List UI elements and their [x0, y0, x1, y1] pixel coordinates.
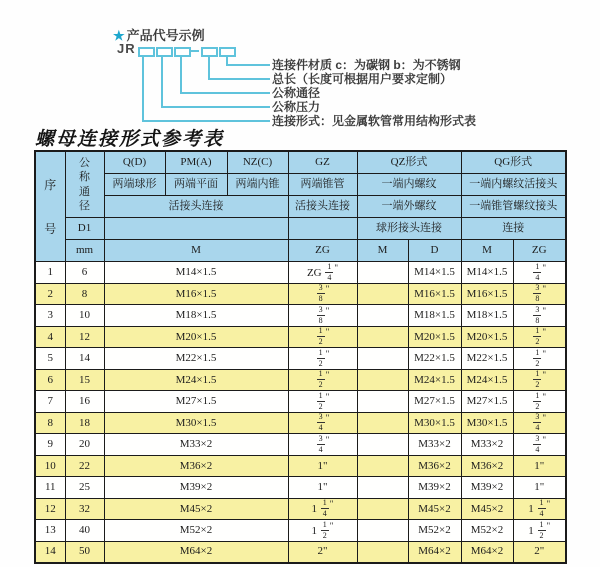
fraction: $\frac{1}{2}$	[318, 326, 323, 347]
dn-cell: 12	[65, 326, 104, 348]
seq-cell: 7	[35, 391, 65, 413]
fraction: $\frac{3}{4}$	[318, 412, 323, 433]
qz-m-cell	[357, 391, 408, 413]
m-thread-cell: M52×2	[104, 520, 288, 542]
table-row	[35, 412, 566, 434]
diagram-title-text: 产品代号示例	[126, 28, 205, 43]
qg-m-cell: M33×2	[461, 434, 513, 456]
gz-cell	[288, 348, 357, 370]
gz-cell: 1 $\frac{1}{4}$ "	[288, 498, 357, 520]
col-header-gz: GZ	[288, 151, 357, 174]
qz-d-cell: M33×2	[408, 434, 461, 456]
m-thread-cell: M14×1.5	[104, 262, 288, 284]
qz-d-cell: M16×1.5	[408, 283, 461, 305]
subtype-qz: 一端内螺纹	[357, 174, 461, 196]
fraction: $\frac{3}{8}$	[318, 304, 323, 325]
seq-cell: 6	[35, 369, 65, 391]
qg-m-cell: M24×1.5	[461, 369, 513, 391]
qz-d-cell: M52×2	[408, 520, 461, 542]
code-dash	[191, 50, 199, 52]
table-row	[35, 541, 566, 563]
col-header-nz: NZ(C)	[227, 151, 288, 174]
inch-mark: "	[325, 434, 330, 445]
qz-d-cell: M22×1.5	[408, 348, 461, 370]
fraction: $\frac{3}{8}$	[535, 283, 540, 304]
dn-cell: 25	[65, 477, 104, 499]
table-row	[35, 262, 566, 284]
inch-mark: "	[542, 391, 547, 402]
header-row-1	[35, 151, 566, 174]
inch-mark: "	[542, 305, 547, 316]
table-row	[35, 477, 566, 499]
qz-m-cell	[357, 455, 408, 477]
qg-zg-cell	[513, 391, 566, 413]
qg-zg-cell	[513, 348, 566, 370]
label-total-length: 总长（长度可根据用户要求定制）	[272, 72, 453, 86]
qz-d-cell: M27×1.5	[408, 391, 461, 413]
inch-mark: "	[329, 520, 334, 531]
gz-cell	[288, 283, 357, 305]
unit-mm: mm	[65, 240, 104, 262]
table-row	[35, 391, 566, 413]
qz-d-cell: M30×1.5	[408, 412, 461, 434]
table-row	[35, 498, 566, 520]
qz-m-cell	[357, 412, 408, 434]
inch-mark: "	[325, 413, 330, 424]
seq-cell: 14	[35, 541, 65, 563]
qg-zg-cell	[513, 412, 566, 434]
m-thread-cell: M16×1.5	[104, 283, 288, 305]
qg-zg-cell	[513, 305, 566, 327]
seq-cell: 13	[35, 520, 65, 542]
label-material: 连接件材质 c：为碳钢 b：为不锈钢	[272, 58, 461, 72]
header-row-5	[35, 240, 566, 262]
qz-d-cell: M20×1.5	[408, 326, 461, 348]
qg-m-cell: M20×1.5	[461, 326, 513, 348]
inch-mark: "	[546, 499, 551, 510]
unit-qg-zg: ZG	[513, 240, 566, 262]
qz-m-cell	[357, 498, 408, 520]
qz-d-cell: M24×1.5	[408, 369, 461, 391]
unit-zg: ZG	[288, 240, 357, 262]
fraction: $\frac{1}{2}$	[318, 347, 323, 368]
label-nominal-pressure: 公称压力	[272, 100, 321, 114]
label-nominal-diameter: 公称通径	[272, 86, 321, 100]
qg-zg-cell: 2"	[513, 541, 566, 563]
header-row-4	[35, 218, 566, 240]
blank-cell-gz	[288, 218, 357, 240]
table-row	[35, 326, 566, 348]
fraction: $\frac{3}{8}$	[318, 283, 323, 304]
inch-mark: "	[542, 348, 547, 359]
blank-cell-qpmnz	[104, 218, 288, 240]
inch-mark: "	[325, 284, 330, 295]
table-row	[35, 305, 566, 327]
inch-mark: "	[325, 370, 330, 381]
qg-m-cell: M45×2	[461, 498, 513, 520]
m-thread-cell: M18×1.5	[104, 305, 288, 327]
gz-cell: ZG $\frac{1}{4}$ "	[288, 262, 357, 284]
dn-cell: 16	[65, 391, 104, 413]
qz-d-cell: M18×1.5	[408, 305, 461, 327]
table-row	[35, 455, 566, 477]
m-thread-cell: M45×2	[104, 498, 288, 520]
qg-m-cell: M16×1.5	[461, 283, 513, 305]
table-body	[35, 262, 566, 563]
d1-label: D1	[65, 218, 104, 240]
qg-zg-cell	[513, 369, 566, 391]
header-row-2	[35, 174, 566, 196]
col-header-pm: PM(A)	[165, 151, 227, 174]
inch-mark: "	[542, 262, 547, 273]
gz-cell: 1"	[288, 477, 357, 499]
seq-cell: 1	[35, 262, 65, 284]
dn-cell: 15	[65, 369, 104, 391]
dn-cell: 18	[65, 412, 104, 434]
inch-mark: "	[546, 520, 551, 531]
qz-m-cell	[357, 348, 408, 370]
unit-qz-d: D	[408, 240, 461, 262]
m-thread-cell: M20×1.5	[104, 326, 288, 348]
gz-cell: 1"	[288, 455, 357, 477]
seq-cell: 5	[35, 348, 65, 370]
table-title: 螺母连接形式参考表	[35, 129, 225, 150]
fraction: $\frac{1}{2}$	[535, 347, 540, 368]
inch-mark: "	[329, 499, 334, 510]
qg-m-cell: M14×1.5	[461, 262, 513, 284]
qz-m-cell	[357, 283, 408, 305]
col-header-dn: 公称通径	[65, 151, 104, 218]
inch-mark: "	[542, 370, 547, 381]
subtype-q: 两端球形	[104, 174, 165, 196]
inch-mark: "	[325, 327, 330, 338]
qz-m-cell	[357, 477, 408, 499]
dn-cell: 22	[65, 455, 104, 477]
subtype-gz: 两端锥管	[288, 174, 357, 196]
qz-m-cell	[357, 520, 408, 542]
qz-m-cell	[357, 326, 408, 348]
qg-zg-cell	[513, 326, 566, 348]
table-row	[35, 434, 566, 456]
fraction: $\frac{1}{2}$	[322, 519, 327, 540]
m-thread-cell: M64×2	[104, 541, 288, 563]
joint-type-qpmnz: 活接头连接	[104, 196, 288, 218]
table-row	[35, 348, 566, 370]
qg-m-cell: M39×2	[461, 477, 513, 499]
joint-type-gz: 活接头连接	[288, 196, 357, 218]
subtype-pm: 两端平面	[165, 174, 227, 196]
inch-mark: "	[542, 434, 547, 445]
m-thread-cell: M33×2	[104, 434, 288, 456]
leader-line-connection	[142, 55, 270, 122]
gz-cell	[288, 305, 357, 327]
qg-zg-cell: 1"	[513, 477, 566, 499]
qg-m-cell: M18×1.5	[461, 305, 513, 327]
qg-zg-cell	[513, 283, 566, 305]
seq-cell: 8	[35, 412, 65, 434]
qz-m-cell	[357, 541, 408, 563]
joint-type-qg: 一端锥管螺纹接头	[461, 196, 566, 218]
seq-cell: 3	[35, 305, 65, 327]
fraction: $\frac{1}{4}$	[322, 498, 327, 519]
fraction: $\frac{1}{2}$	[539, 519, 544, 540]
m-thread-cell: M22×1.5	[104, 348, 288, 370]
seq-cell: 10	[35, 455, 65, 477]
subtype-qg: 一端内螺纹活接头	[461, 174, 566, 196]
unit-qg-m: M	[461, 240, 513, 262]
m-thread-cell: M27×1.5	[104, 391, 288, 413]
inch-mark: "	[325, 348, 330, 359]
connection-type-qz: 球形接头连接	[357, 218, 461, 240]
col-header-q: Q(D)	[104, 151, 165, 174]
fraction: $\frac{1}{4}$	[535, 261, 540, 282]
fraction: $\frac{1}{2}$	[318, 390, 323, 411]
dn-cell: 14	[65, 348, 104, 370]
m-thread-cell: M36×2	[104, 455, 288, 477]
table-row	[35, 283, 566, 305]
nut-connection-reference-table	[34, 150, 567, 564]
connection-type-qg: 连接	[461, 218, 566, 240]
inch-mark: "	[542, 284, 547, 295]
gz-cell: 1 $\frac{1}{2}$ "	[288, 520, 357, 542]
qg-m-cell: M64×2	[461, 541, 513, 563]
table-row	[35, 369, 566, 391]
fraction: $\frac{1}{2}$	[535, 369, 540, 390]
qz-m-cell	[357, 262, 408, 284]
qz-d-cell: M45×2	[408, 498, 461, 520]
fraction: $\frac{3}{4}$	[318, 433, 323, 454]
inch-mark: "	[542, 327, 547, 338]
inch-mark: "	[325, 391, 330, 402]
fraction: $\frac{3}{4}$	[535, 433, 540, 454]
inch-mark: "	[542, 413, 547, 424]
fraction: $\frac{3}{4}$	[535, 412, 540, 433]
qg-m-cell: M36×2	[461, 455, 513, 477]
qz-m-cell	[357, 369, 408, 391]
seq-cell: 11	[35, 477, 65, 499]
label-connection-form: 连接形式：见金属软管常用结构形式表	[272, 114, 477, 128]
gz-cell	[288, 391, 357, 413]
inch-mark: "	[334, 262, 339, 273]
qz-d-cell: M14×1.5	[408, 262, 461, 284]
dn-cell: 40	[65, 520, 104, 542]
fraction: $\frac{1}{2}$	[535, 326, 540, 347]
qg-m-cell: M22×1.5	[461, 348, 513, 370]
table-row	[35, 520, 566, 542]
qz-d-cell: M64×2	[408, 541, 461, 563]
seq-cell: 4	[35, 326, 65, 348]
subtype-nz: 两端内锥	[227, 174, 288, 196]
joint-type-qz: 一端外螺纹	[357, 196, 461, 218]
qg-zg-cell	[513, 262, 566, 284]
dn-cell: 20	[65, 434, 104, 456]
col-header-qz: QZ形式	[357, 151, 461, 174]
col-header-qg: QG形式	[461, 151, 566, 174]
qg-zg-cell: 1 $\frac{1}{2}$ "	[513, 520, 566, 542]
fraction: $\frac{1}{4}$	[327, 261, 332, 282]
fraction: $\frac{1}{2}$	[535, 390, 540, 411]
m-thread-cell: M39×2	[104, 477, 288, 499]
qz-m-cell	[357, 434, 408, 456]
fraction: $\frac{1}{4}$	[539, 498, 544, 519]
qg-m-cell: M52×2	[461, 520, 513, 542]
gz-cell	[288, 326, 357, 348]
gz-cell	[288, 434, 357, 456]
qz-d-cell: M39×2	[408, 477, 461, 499]
m-thread-cell: M30×1.5	[104, 412, 288, 434]
gz-cell	[288, 412, 357, 434]
qg-zg-cell: 1"	[513, 455, 566, 477]
dn-cell: 32	[65, 498, 104, 520]
qg-m-cell: M30×1.5	[461, 412, 513, 434]
header-row-3	[35, 196, 566, 218]
qg-zg-cell: 1 $\frac{1}{4}$ "	[513, 498, 566, 520]
dn-cell: 50	[65, 541, 104, 563]
dn-cell: 10	[65, 305, 104, 327]
fraction: $\frac{3}{8}$	[535, 304, 540, 325]
m-thread-cell: M24×1.5	[104, 369, 288, 391]
qg-zg-cell	[513, 434, 566, 456]
dn-cell: 8	[65, 283, 104, 305]
qz-d-cell: M36×2	[408, 455, 461, 477]
fraction: $\frac{1}{2}$	[318, 369, 323, 390]
gz-cell	[288, 369, 357, 391]
qz-m-cell	[357, 305, 408, 327]
unit-qz-m: M	[357, 240, 408, 262]
unit-m-main: M	[104, 240, 288, 262]
seq-cell: 2	[35, 283, 65, 305]
col-header-seq: 序号	[35, 151, 65, 262]
qg-m-cell: M27×1.5	[461, 391, 513, 413]
gz-cell: 2"	[288, 541, 357, 563]
seq-cell: 12	[35, 498, 65, 520]
inch-mark: "	[325, 305, 330, 316]
product-code-prefix: JR	[117, 41, 136, 56]
star-icon: ★	[113, 28, 125, 43]
seq-cell: 9	[35, 434, 65, 456]
dn-cell: 6	[65, 262, 104, 284]
